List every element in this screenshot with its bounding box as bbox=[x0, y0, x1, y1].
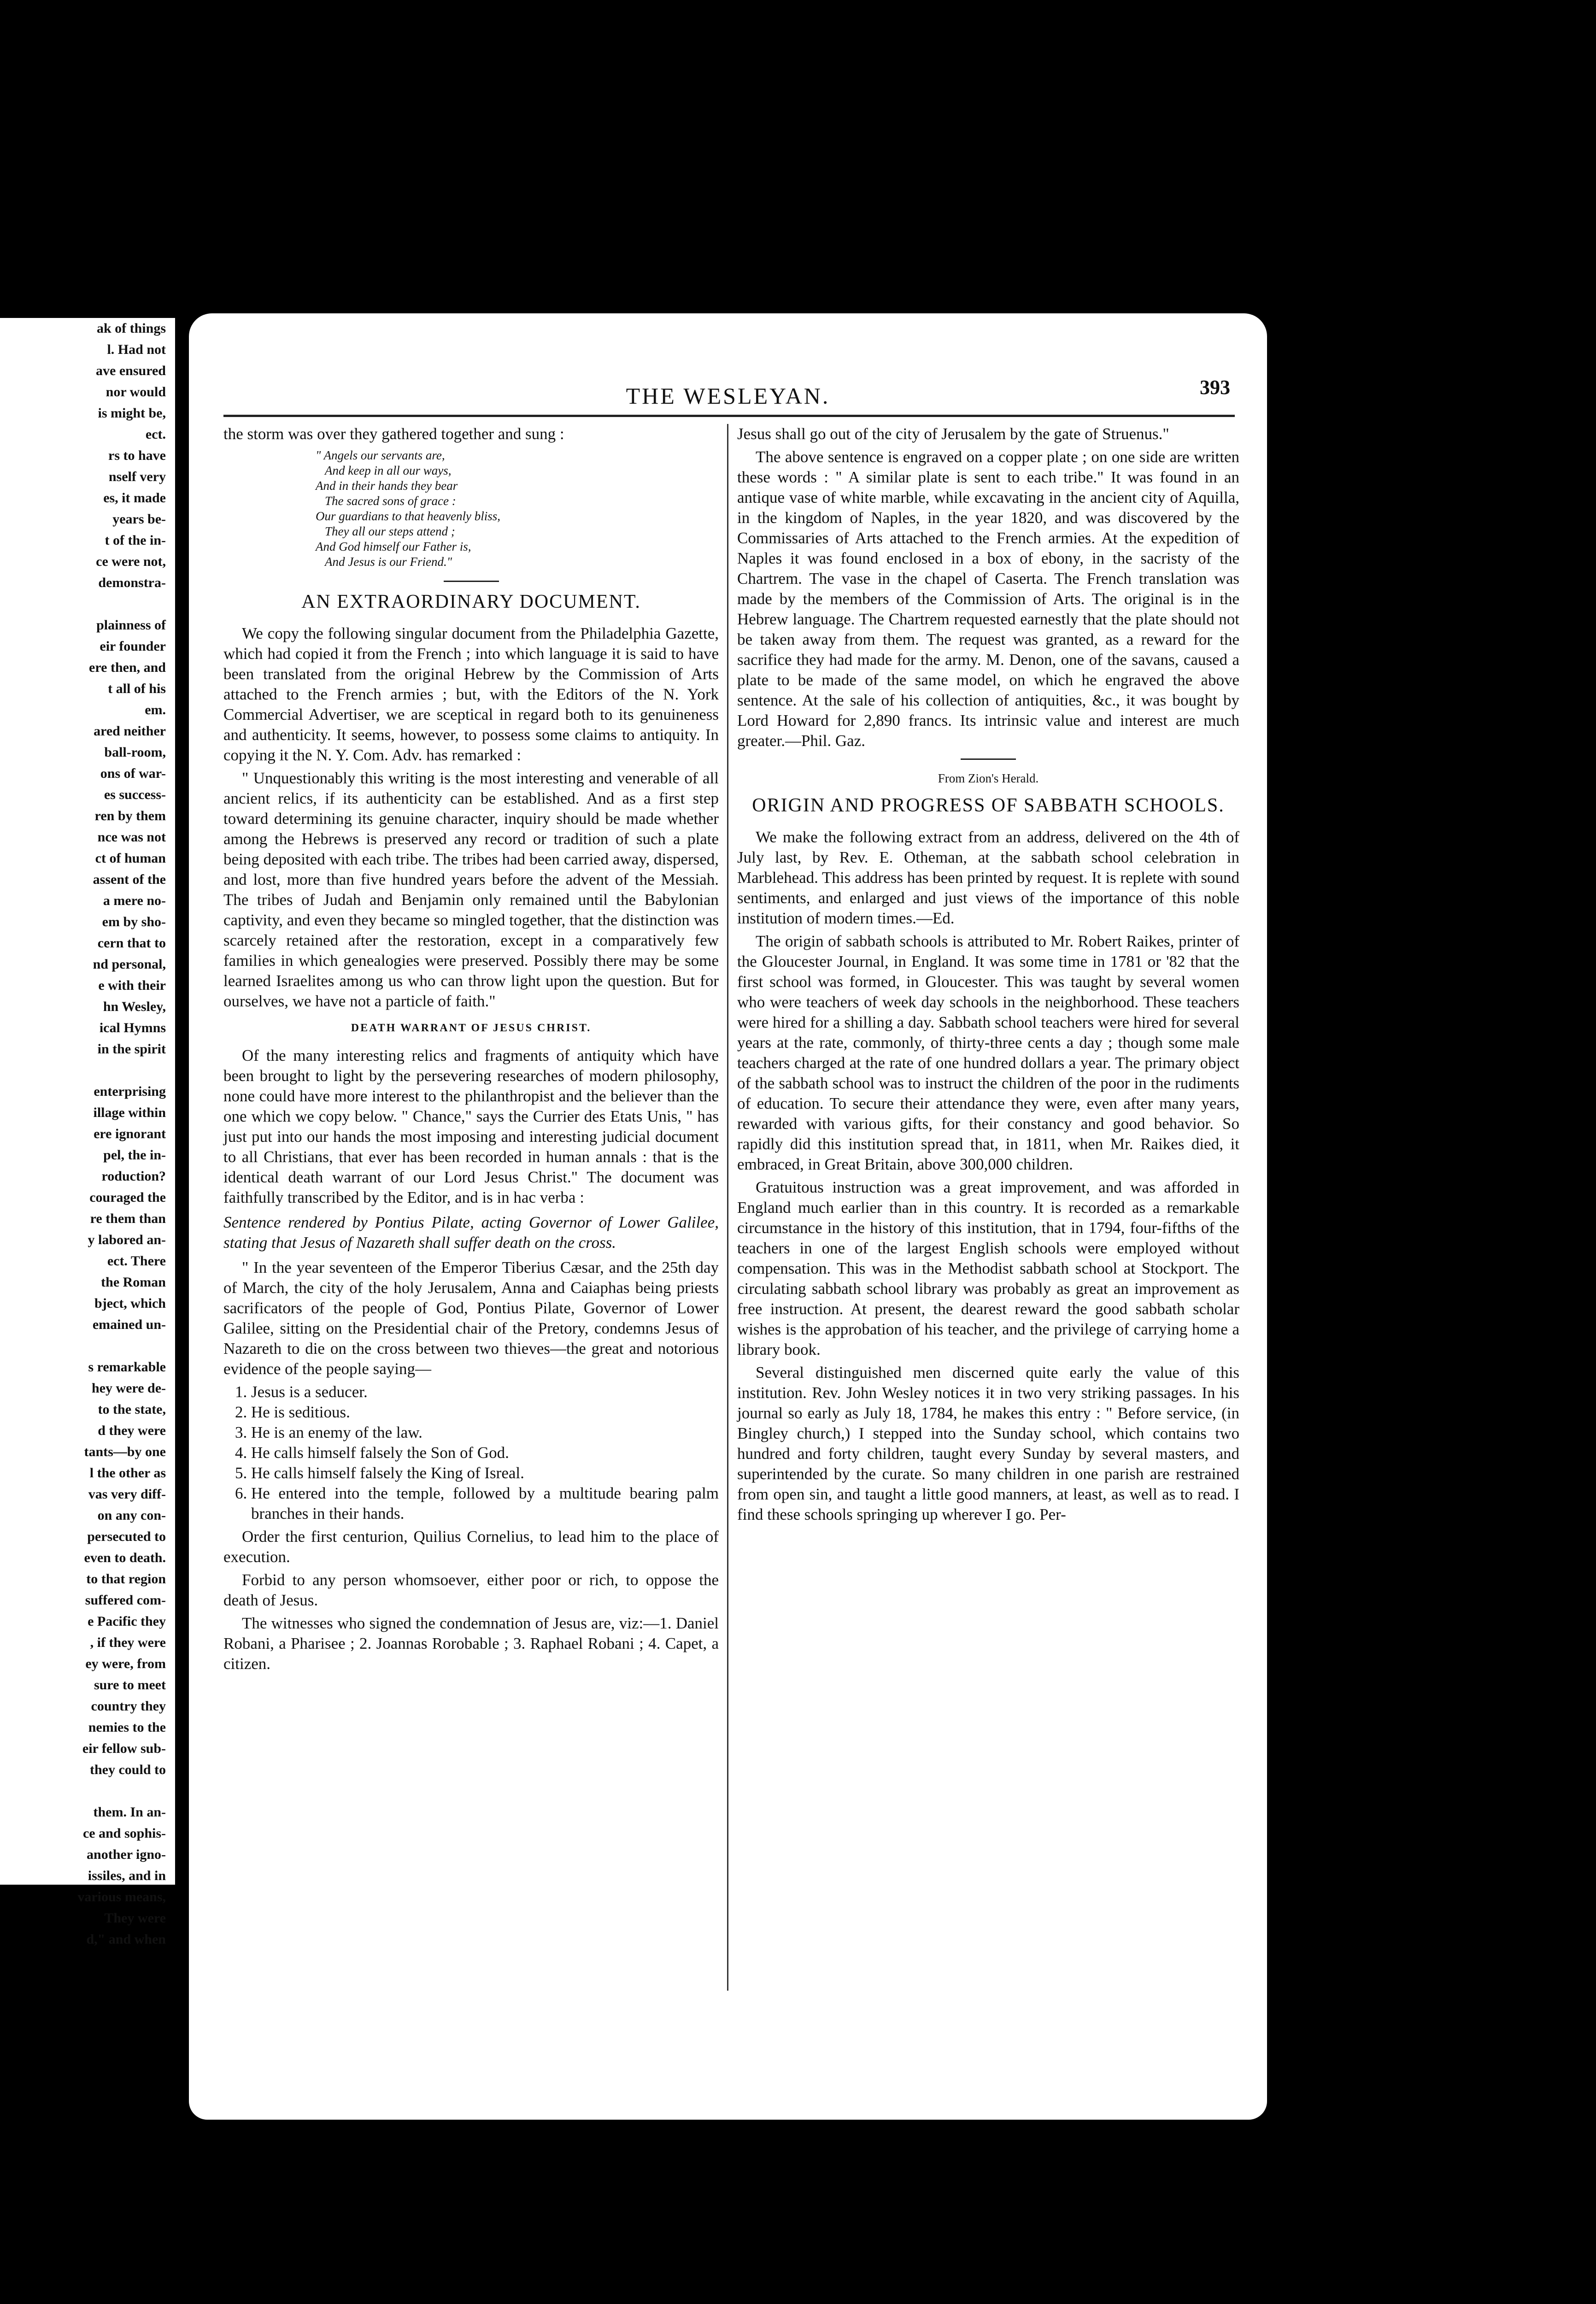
charge-list bbox=[251, 1382, 719, 1524]
left-page-line: vas very diff- bbox=[88, 1487, 166, 1502]
list-item: 4. He calls himself falsely the Son of God. bbox=[251, 1443, 719, 1463]
poem-line: And Jesus is our Friend." bbox=[325, 555, 452, 569]
left-page-line: , if they were bbox=[90, 1635, 166, 1650]
left-column bbox=[223, 424, 719, 1677]
left-page-line bbox=[0, 594, 175, 615]
left-page-line: issiles, and in bbox=[88, 1868, 166, 1883]
left-page-line: sure to meet bbox=[94, 1677, 166, 1693]
left-page-line: even to death. bbox=[84, 1550, 166, 1565]
paragraph: We make the following extract from an address, delivered on the 4th of July last, by Rev. E. Otheman, at the sabbath school celebration in Marblehead. This address has been printed by request. It is replete with sound sentiments, and enlarged and just views of the importance of this noble institution of modern times.—Ed. bbox=[737, 828, 1239, 927]
left-page-line: to the state, bbox=[98, 1402, 166, 1417]
left-page-line: emained un- bbox=[92, 1317, 166, 1332]
left-page-line: e with their bbox=[98, 978, 166, 993]
header-rule bbox=[223, 415, 1235, 417]
left-page-line: l. Had not bbox=[107, 342, 166, 357]
paragraph: " Unquestionably this writing is the most interesting and venerable of all ancient relics, if its authenticity can be established. And as a first step toward determining its genuine character, inquiry should be made whether among the Hebrews is preserved any record or tradition of such a plate being deposited with each tribe. The tribes had been carried away, dispersed, and lost, more than five hundred years before the advent of the Messiah. The tribes of Judah and Benjamin only remained until the Babylonian captivity, and even they became so mingled together, that the distinction was scarcely retained after the restoration, except in a comparatively few families in which genealogies were preserved. Possibly there may be some learned Israelites among us who can throw light upon the question. But for ourselves, we have not a particle of faith." bbox=[223, 769, 719, 1010]
left-page-line: ave ensured bbox=[96, 363, 166, 378]
left-page-line: nce was not bbox=[97, 829, 166, 845]
left-page-line: ct of human bbox=[95, 851, 166, 866]
left-page-line: is might be, bbox=[98, 406, 166, 421]
left-page-line: suffered com- bbox=[85, 1593, 166, 1608]
left-page-line: y labored an- bbox=[88, 1232, 166, 1247]
left-page-line: ball-room, bbox=[104, 745, 166, 760]
page bbox=[189, 313, 1267, 2120]
left-page-line: ey were, from bbox=[85, 1656, 166, 1671]
left-page-line: rs to have bbox=[108, 448, 166, 463]
left-page-line: them. In an- bbox=[93, 1804, 166, 1820]
list-item: 5. He calls himself falsely the King of Isreal. bbox=[251, 1463, 719, 1483]
left-page-line: assent of the bbox=[93, 872, 166, 887]
poem-line: And keep in all our ways, bbox=[325, 464, 452, 477]
left-page-line: on any con- bbox=[97, 1508, 166, 1523]
poem-line: The sacred sons of grace : bbox=[325, 494, 456, 508]
left-page-line: eir founder bbox=[100, 639, 166, 654]
left-page-fragment bbox=[0, 318, 175, 1947]
left-page-line: eir fellow sub- bbox=[82, 1741, 166, 1756]
left-page-line: s remarkable bbox=[88, 1359, 166, 1375]
left-page-line: es, it made bbox=[103, 490, 166, 505]
poem bbox=[316, 448, 719, 570]
left-page-line: l the other as bbox=[89, 1465, 166, 1481]
left-page-line: enterprising bbox=[94, 1084, 166, 1099]
paragraph: " In the year seventeen of the Emperor Tiberius Cæsar, and the 25th day of March, the city of the holy Jerusalem, Anna and Caiaphas being priests sacrificators of the people of God, Pontius Pilate, Governor of Lower Galilee, sitting on the Presidential chair of the Pretory, condemns Jesus of Nazareth to die on the cross between two thieves—the great and notorious evidence of the people saying— bbox=[223, 1258, 719, 1378]
list-item: 3. He is an enemy of the law. bbox=[251, 1422, 719, 1443]
left-page-line: roduction? bbox=[101, 1169, 166, 1184]
poem-line: They all our steps attend ; bbox=[325, 524, 455, 538]
right-column bbox=[737, 424, 1239, 1528]
left-page-line bbox=[0, 1781, 175, 1802]
paragraph: Order the first centurion, Quilius Cornelius, to lead him to the place of execution. bbox=[223, 1528, 719, 1566]
left-page-line: hn Wesley, bbox=[103, 999, 166, 1014]
left-page-line: another igno- bbox=[87, 1847, 166, 1862]
left-page-line: ce and sophis- bbox=[82, 1826, 166, 1841]
left-page-line: the Roman bbox=[101, 1275, 166, 1290]
left-page-line: d they were bbox=[98, 1423, 166, 1438]
poem-line: And God himself our Father is, bbox=[316, 540, 471, 553]
left-page-line: nself very bbox=[108, 469, 166, 484]
left-page-line: nemies to the bbox=[88, 1720, 166, 1735]
article-title: AN EXTRAORDINARY DOCUMENT. bbox=[301, 591, 641, 612]
paragraph: The above sentence is engraved on a copper plate ; on one side are written these words : " A similar plate is sent to each tribe." It was found in an antique vase of white marble, while excavating in the ancient city of Aquilla, in the kingdom of Naples, in the year 1820, and was discovered by the Commissaries of Arts attached to the French armies. At the expedition of Naples it was found enclosed in a box of ebony, in the sacristy of the Chartrem. The vase in the chapel of Caserta. The French translation was made by the members of the Commission of Arts. The original is in the Hebrew language. The Chartrem requested earnestly that the plate should not be taken away from them. The request was granted, as a reward for the sacrifice they had made for the army. M. Denon, one of the savans, caused a plate to be made of the same model, on which he engraved the above sentence. At the sale of his collection of antiquities, &c., it was bought by Lord Howard for 2,890 francs. Its intrinsic value and interest are much greater.—Phil. Gaz. bbox=[737, 448, 1239, 750]
left-page-line: country they bbox=[91, 1699, 166, 1714]
left-page-line: ere then, and bbox=[89, 660, 166, 675]
poem-line: " Angels our servants are, bbox=[316, 448, 445, 462]
left-page-line: ect. bbox=[145, 427, 166, 442]
left-page-line: nd personal, bbox=[93, 957, 166, 972]
left-page-line bbox=[0, 1335, 175, 1357]
paragraph: We copy the following singular document from the Philadelphia Gazette, which had copied it from the French ; into which language it is said to have been translated from the original Hebrew by the Commission of Arts attached to the French armies ; but, with the Editors of the N. York Commercial Advertiser, we are sceptical in regard both to its genuineness and authenticity. It seems, however, to possess some claims to antiquity. In copying it the N. Y. Com. Adv. has remarked : bbox=[223, 624, 719, 764]
left-page-line: tants—by one bbox=[84, 1444, 166, 1459]
left-page-line: illage within bbox=[93, 1105, 166, 1120]
poem-line: And in their hands they bear bbox=[316, 479, 458, 493]
left-page-line: t of the in- bbox=[105, 533, 166, 548]
page-number: 393 bbox=[1200, 376, 1230, 399]
left-page-line: They were bbox=[104, 1910, 166, 1926]
paragraph: Jesus shall go out of the city of Jerusalem by the gate of Struenus." bbox=[737, 425, 1169, 443]
paragraph: Gratuitous instruction was a great improvement, and was afforded in England much earlier than in this country. It is recorded as a remarkable circumstance in the history of this institution, that in 1794, four-fifths of the teachers in one of the largest English schools were employed without compensation. This was in the Methodist sabbath school at Stockport. The circulating sabbath school library was probably as great an improvement as free instruction. At present, the dearest reward the good sabbath scholar wishes is the approbation of his teacher, and the privilege of carrying home a library book. bbox=[737, 1178, 1239, 1358]
paragraph: Forbid to any person whomsoever, either poor or rich, to oppose the death of Jesus. bbox=[223, 1571, 719, 1609]
poem-line: Our guardians to that heavenly bliss, bbox=[316, 509, 500, 523]
left-page-line: a mere no- bbox=[103, 893, 166, 908]
left-page-line bbox=[0, 1060, 175, 1081]
left-page-line: ical Hymns bbox=[99, 1020, 166, 1035]
left-page-line: re them than bbox=[90, 1211, 166, 1226]
list-item: 1. Jesus is a seducer. bbox=[251, 1382, 719, 1402]
left-page-line: cern that to bbox=[97, 935, 166, 951]
left-page-line: pel, the in- bbox=[103, 1147, 166, 1163]
left-page-line: ak of things bbox=[96, 321, 166, 336]
list-item: 2. He is seditious. bbox=[251, 1402, 719, 1422]
left-page-line: em by sho- bbox=[102, 914, 166, 929]
section-rule bbox=[444, 581, 499, 582]
column-divider bbox=[727, 424, 728, 1991]
left-page-line: to that region bbox=[86, 1571, 166, 1587]
left-page-line: years be- bbox=[112, 511, 166, 527]
left-page-line: ren by them bbox=[94, 808, 166, 823]
paragraph: Of the many interesting relics and fragments of antiquity which have been brought to light by the persevering researches of modern philosophy, none could have more interest to the philanthropist and the believer than the one which we copy below. " Chance," says the Currier des Etats Unis, " has just put into our hands the most imposing and interesting judicial document to all Christians, that ever has been recorded in human annals : that is the identical death warrant of our Lord Jesus Christ." The document was faithfully transcribed by the Editor, and is in hac verba : bbox=[223, 1046, 719, 1206]
left-page-line: d," and when bbox=[86, 1932, 166, 1947]
running-header: THE WESLEYAN. bbox=[626, 383, 830, 409]
source-line: From Zion's Herald. bbox=[938, 771, 1039, 785]
paragraph: Several distinguished men discerned quite early the value of this institution. Rev. John Wesley notices it in two very striking passages. In his journal so early as July 18, 1784, he makes this entry : " Before service, (in Bingley church,) I stepped into the Sunday school, which contains two hundred and forty children, taught every Sunday by several masters, and superintended by the curate. So many children in one parish are restrained from open sin, and taught a little good manners, at least, as well as to read. I find these schools springing up wherever I go. Per- bbox=[737, 1364, 1239, 1523]
left-page-line: e Pacific they bbox=[88, 1614, 166, 1629]
paragraph: The origin of sabbath schools is attributed to Mr. Robert Raikes, printer of the Gloucester Journal, in England. It was some time in 1781 or '82 that the first school was formed, in Gloucester. This was taught by several women who were teachers of week day schools in the neighborhood. These teachers were hired for a shilling a day. Sabbath school teachers were hired for several years at the rate, commonly, of thirty-three cents a day ; though some male teachers charged at the rate of one hundred dollars a year. The primary object of the sabbath school was to instruct the children of the poor in the rudiments of education. To secure their attendance they were, even after many years, rewarded with various gifts, for their constancy and good behavior. So rapidly did this institution spread that, in 1811, when Mr. Raikes died, it embraced, in Great Britain, above 300,000 children. bbox=[737, 932, 1239, 1173]
list-item: 6. He entered into the temple, followed by a multitude bearing palm branches in their hands. bbox=[251, 1483, 719, 1524]
left-page-line: t all of his bbox=[108, 681, 166, 696]
left-page-line: plainness of bbox=[96, 617, 166, 633]
left-page-line: couraged the bbox=[89, 1190, 166, 1205]
left-page-line: in the spirit bbox=[97, 1041, 166, 1057]
left-page-line: ce were not, bbox=[96, 554, 166, 569]
left-page-line: they could to bbox=[90, 1762, 166, 1777]
left-page-line: persecuted to bbox=[87, 1529, 166, 1544]
left-page-line: es success- bbox=[104, 787, 166, 802]
paragraph: The witnesses who signed the condemnation of Jesus are, viz:—1. Daniel Robani, a Pharisee ; 2. Joannas Rorobable ; 3. Raphael Robani ; 4. Capet, a citizen. bbox=[223, 1614, 719, 1673]
left-page-line: demonstra- bbox=[98, 575, 166, 590]
left-page-line: ere ignorant bbox=[94, 1126, 166, 1141]
article-title: ORIGIN AND PROGRESS OF SABBATH SCHOOLS. bbox=[752, 795, 1225, 816]
left-page-line: ect. There bbox=[107, 1253, 166, 1269]
opening-line: the storm was over they gathered together and sung : bbox=[223, 425, 564, 443]
sentence-heading: Sentence rendered by Pontius Pilate, acting Governor of Lower Galilee, stating that Jesus of Nazareth shall suffer death on the cross. bbox=[223, 1213, 719, 1252]
subheading: DEATH WARRANT OF JESUS CHRIST. bbox=[351, 1022, 592, 1034]
left-page-line: ons of war- bbox=[100, 766, 166, 781]
section-rule bbox=[961, 758, 1016, 760]
left-page-line: various means, bbox=[77, 1889, 166, 1904]
left-page-line: hey were de- bbox=[91, 1381, 166, 1396]
left-page-line: ared neither bbox=[94, 723, 166, 739]
left-page-line: bject, which bbox=[94, 1296, 166, 1311]
left-page-line: nor would bbox=[106, 384, 166, 400]
left-page-line: em. bbox=[145, 702, 166, 717]
